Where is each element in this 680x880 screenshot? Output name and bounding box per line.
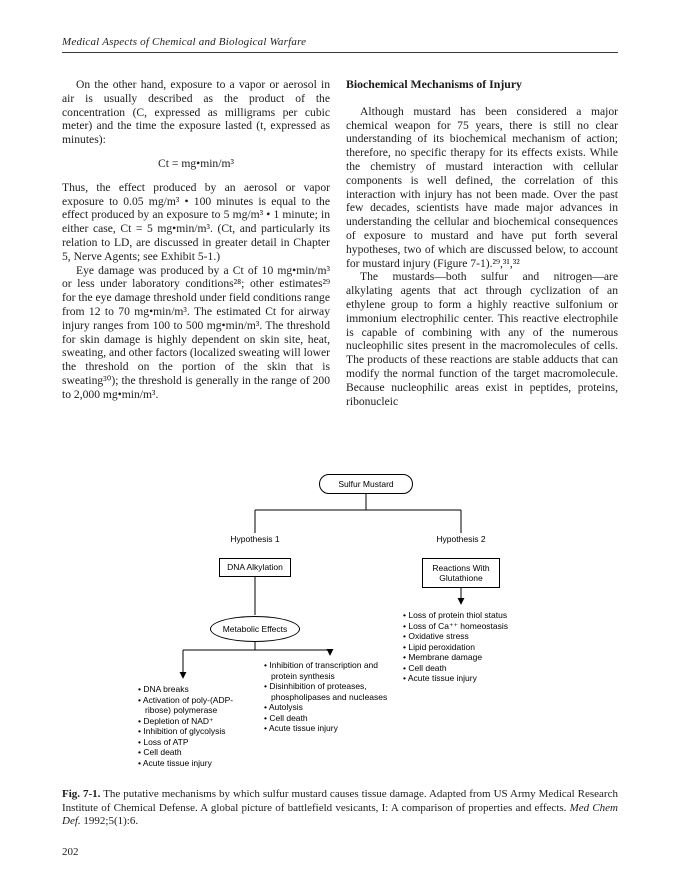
bullet-item: • Membrane damage	[403, 652, 483, 662]
caption-citation: 1992;5(1):6.	[80, 815, 139, 827]
dna-alkylation-node: DNA Alkylation	[219, 558, 291, 577]
paragraph: Eye damage was produced by a Ct of 10 mg•min/m³ or less under laboratory conditions²⁸; other estimates²⁹ for the eye damage threshold under field conditions range from 12 to 70 mg•min/m³. The estimated Ct for airway injury ranges from 100 to 500 mg•min/m³. The threshold for skin damage is highly dependent on skin site, heat, sweating, and other factors (localized sweating will lower the threshold on the portion of the skin that is sweating³⁰); the threshold is generally in the range of 200 to 2,000 mg•min/m³.	[62, 263, 330, 401]
caption-text: The putative mechanisms by which sulfur mustard causes tissue damage. Adapted from US Army Medical Research Institute of Chemical Defense. A global picture of battlefield vesicants, I: A comparison of properties and effects.	[62, 788, 618, 814]
metabolic-effects-node: Metabolic Effects	[210, 616, 300, 642]
hypothesis-2-label: Hypothesis 2	[436, 534, 486, 544]
bullet-item: • Autolysis	[264, 702, 303, 712]
bullet-item: • Depletion of NAD⁺	[138, 715, 214, 726]
right-column	[346, 78, 618, 408]
sulfur-mustard-node: Sulfur Mustard	[319, 474, 413, 494]
dna-effects-list	[138, 684, 256, 768]
bullet-item: • Oxidative stress	[403, 631, 469, 641]
bullet-item: • Loss of ATP	[138, 736, 189, 747]
left-column	[62, 78, 330, 402]
equation: Ct = mg•min/m³	[158, 156, 234, 170]
caption-label: Fig. 7-1.	[62, 788, 101, 800]
bullet-item: • Loss of Ca⁺⁺ homeostasis	[403, 620, 509, 631]
paragraph: Although mustard has been considered a major chemical weapon for 75 years, there is still no clear understanding of its biochemical mechanism of action; therefore, no specific therapy for its effects exists. While the chemistry of mustard interaction with cellular components is well defined, the correlation of this interaction with injury has not been made. Over the past few decades, scientists have made major advances in understanding the cellular and biochemical consequences of exposure to mustard and have put forth several hypotheses, two of which are discussed below, to account for mustard injury (Figure 7-1).²⁹,³¹,³²	[346, 104, 618, 270]
bullet-item: • Disinhibition of proteases, phospholipases and nucleases	[264, 681, 388, 702]
bullet-item: • Activation of poly-(ADP-ribose) polymerase	[138, 694, 234, 715]
paragraph: The mustards—both sulfur and nitrogen—are alkylating agents that act through cyclization of an ethylene group to form a highly reactive sulfonium or immonium electrophilic center. This reactive electrophile is capable of combining with any of the numerous nucleophilic sites present in the macromolecules of cells. The products of these reactions are stable adducts that can modify the normal function of the target macromolecule. Because nucleophilic areas exist in peptides, proteins, ribonucleic	[346, 270, 618, 408]
bullet-item: • Acute tissue injury	[138, 757, 212, 768]
bullet-item: • Inhibition of glycolysis	[138, 726, 226, 736]
paragraph: On the other hand, exposure to a vapor or aerosol in air is usually described as the product of the concentration (C, expressed as milligrams per cubic meter) and the time the exposure lasted (t, expressed as minutes):	[62, 78, 330, 147]
transcription-effects-list	[264, 660, 398, 734]
paragraph: Thus, the effect produced by an aerosol or vapor exposure to 0.05 mg/m³ • 100 minutes is equal to the effect produced by an exposure to 5 mg/m³ • 1 minute; in either case, Ct = 5 mg•min/m³. (Ct, and particularly its relation to LD, are discussed in greater detail in Chapter 5, Nerve Agents; see Exhibit 5-1.)	[62, 180, 330, 263]
running-header: Medical Aspects of Chemical and Biological Warfare	[62, 36, 307, 48]
glutathione-effects-list	[403, 610, 525, 684]
page-number: 202	[62, 846, 79, 858]
bullet-item: • Cell death	[138, 747, 182, 757]
reactions-with-glutathione-node: Reactions With Glutathione	[422, 558, 500, 588]
bullet-item: • Loss of protein thiol status	[403, 610, 508, 620]
figure-7-1-flowchart	[62, 468, 618, 782]
bullet-item: • Acute tissue injury	[264, 723, 338, 733]
section-heading: Biochemical Mechanisms of Injury	[346, 77, 522, 91]
bullet-item: • Cell death	[403, 662, 447, 673]
bullet-item: • Acute tissue injury	[403, 673, 477, 683]
bullet-item: • Inhibition of transcription and protein synthesis	[264, 660, 379, 681]
bullet-item: • DNA breaks	[138, 684, 189, 694]
figure-caption	[62, 788, 618, 829]
journal-name: Med Chem Def.	[62, 801, 618, 827]
hypothesis-1-label: Hypothesis 1	[230, 534, 280, 544]
bullet-item: • Cell death	[264, 712, 308, 723]
header-rule	[62, 52, 618, 53]
bullet-item: • Lipid peroxidation	[403, 641, 475, 652]
